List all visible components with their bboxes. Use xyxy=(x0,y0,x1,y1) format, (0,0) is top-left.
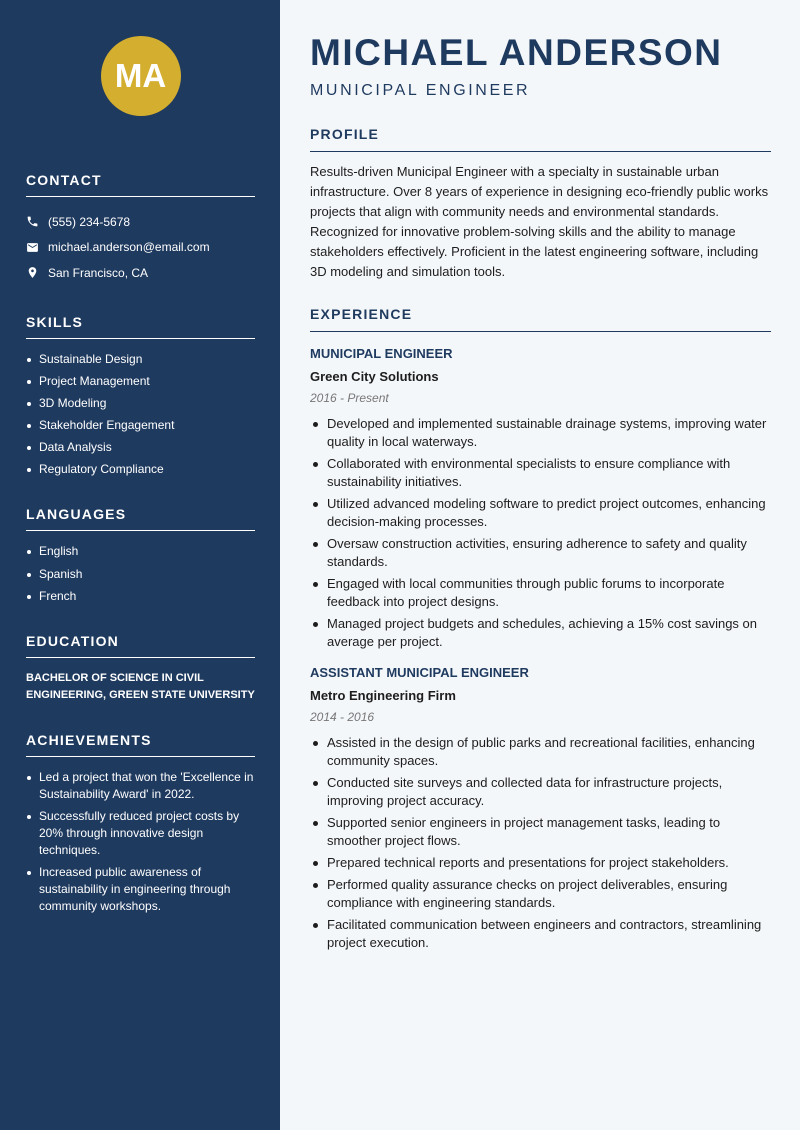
contact-email xyxy=(26,235,255,261)
job-company: Metro Engineering Firm xyxy=(310,688,456,703)
job-dates: 2016 - Present xyxy=(310,391,389,405)
contact-heading: CONTACT xyxy=(26,172,255,197)
job-bullet: Performed quality assurance checks on project deliverables, ensuring compliance with engineering standards. xyxy=(310,876,771,912)
skill-item: Data Analysis xyxy=(26,439,255,456)
skill-item: Project Management xyxy=(26,373,255,390)
sidebar xyxy=(0,0,280,1130)
contact-location xyxy=(26,260,255,286)
job-bullet: Collaborated with environmental specialists to ensure compliance with sustainability initiatives. xyxy=(310,455,771,491)
job-bullet: Engaged with local communities through public forums to incorporate feedback into project designs. xyxy=(310,575,771,611)
skill-item: Stakeholder Engagement xyxy=(26,417,255,434)
job-bullet: Managed project budgets and schedules, achieving a 15% cost savings on average per project. xyxy=(310,615,771,651)
education-heading: EDUCATION xyxy=(26,633,255,658)
profile-heading: PROFILE xyxy=(310,126,771,152)
education-section xyxy=(26,633,255,704)
phone-icon xyxy=(26,215,39,228)
job-role: ASSISTANT MUNICIPAL ENGINEER xyxy=(310,665,529,680)
skills-list xyxy=(26,351,255,479)
job-bullet: Developed and implemented sustainable drainage systems, improving water quality in local waterways. xyxy=(310,415,771,451)
job-bullet: Conducted site surveys and collected data for infrastructure projects, improving project accuracy. xyxy=(310,774,771,810)
job-bullet: Supported senior engineers in project management tasks, leading to smoother project flows. xyxy=(310,814,771,850)
job-entry xyxy=(310,346,771,651)
job-bullet: Prepared technical reports and presentations for project stakeholders. xyxy=(310,854,771,872)
job-bullet: Oversaw construction activities, ensuring adherence to safety and quality standards. xyxy=(310,535,771,571)
language-item: English xyxy=(26,543,255,560)
email-text: michael.anderson@email.com xyxy=(48,240,210,255)
skill-item: Regulatory Compliance xyxy=(26,461,255,478)
achievement-item: Successfully reduced project costs by 20% through innovative design techniques. xyxy=(26,808,255,859)
envelope-icon xyxy=(26,241,39,254)
languages-section xyxy=(26,506,255,604)
skills-heading: SKILLS xyxy=(26,314,255,339)
skill-item: Sustainable Design xyxy=(26,351,255,368)
achievement-item: Increased public awareness of sustainability in engineering through community workshops. xyxy=(26,864,255,915)
job-bullet: Assisted in the design of public parks and recreational facilities, enhancing community spaces. xyxy=(310,734,771,770)
job-bullets xyxy=(310,734,771,952)
job-bullet: Utilized advanced modeling software to predict project outcomes, enhancing decision-making processes. xyxy=(310,495,771,531)
achievements-list xyxy=(26,769,255,915)
skills-section xyxy=(26,314,255,479)
achievement-item: Led a project that won the 'Excellence in Sustainability Award' in 2022. xyxy=(26,769,255,803)
job-bullets xyxy=(310,415,771,651)
phone-text: (555) 234-5678 xyxy=(48,214,131,229)
skill-item: 3D Modeling xyxy=(26,395,255,412)
experience-heading: EXPERIENCE xyxy=(310,306,771,332)
avatar: MA xyxy=(101,36,181,116)
contact-phone xyxy=(26,209,255,235)
job-dates: 2014 - 2016 xyxy=(310,710,375,724)
main-content xyxy=(280,0,800,1130)
education-degree: BACHELOR OF SCIENCE IN CIVIL ENGINEERING, GREEN STATE UNIVERSITY xyxy=(26,671,255,701)
job-role: MUNICIPAL ENGINEER xyxy=(310,346,453,361)
person-name: MICHAEL ANDERSON xyxy=(310,32,723,73)
languages-heading: LANGUAGES xyxy=(26,506,255,531)
language-item: French xyxy=(26,588,255,605)
map-pin-icon xyxy=(26,266,39,279)
languages-list xyxy=(26,543,255,604)
location-text: San Francisco, CA xyxy=(48,265,149,280)
experience-section xyxy=(310,306,771,952)
job-entry xyxy=(310,665,771,952)
achievements-heading: ACHIEVEMENTS xyxy=(26,732,255,757)
profile-text: Results-driven Municipal Engineer with a specialty in sustainable urban infrastructure. Over 8 years of experience in designing eco-friendly public works projects that align with community needs and environmental standards. Recognized for innovative problem-solving skills and the ability to manage stakeholders effectively. Proficient in the latest engineering software, including 3D modeling and simulation tools. xyxy=(310,164,769,279)
contact-section xyxy=(26,172,255,286)
job-bullet: Facilitated communication between engineers and contractors, streamlining project execution. xyxy=(310,916,771,952)
language-item: Spanish xyxy=(26,566,255,583)
job-company: Green City Solutions xyxy=(310,369,439,384)
achievements-section xyxy=(26,732,255,915)
profile-section xyxy=(310,126,771,282)
person-title: MUNICIPAL ENGINEER xyxy=(310,82,531,99)
